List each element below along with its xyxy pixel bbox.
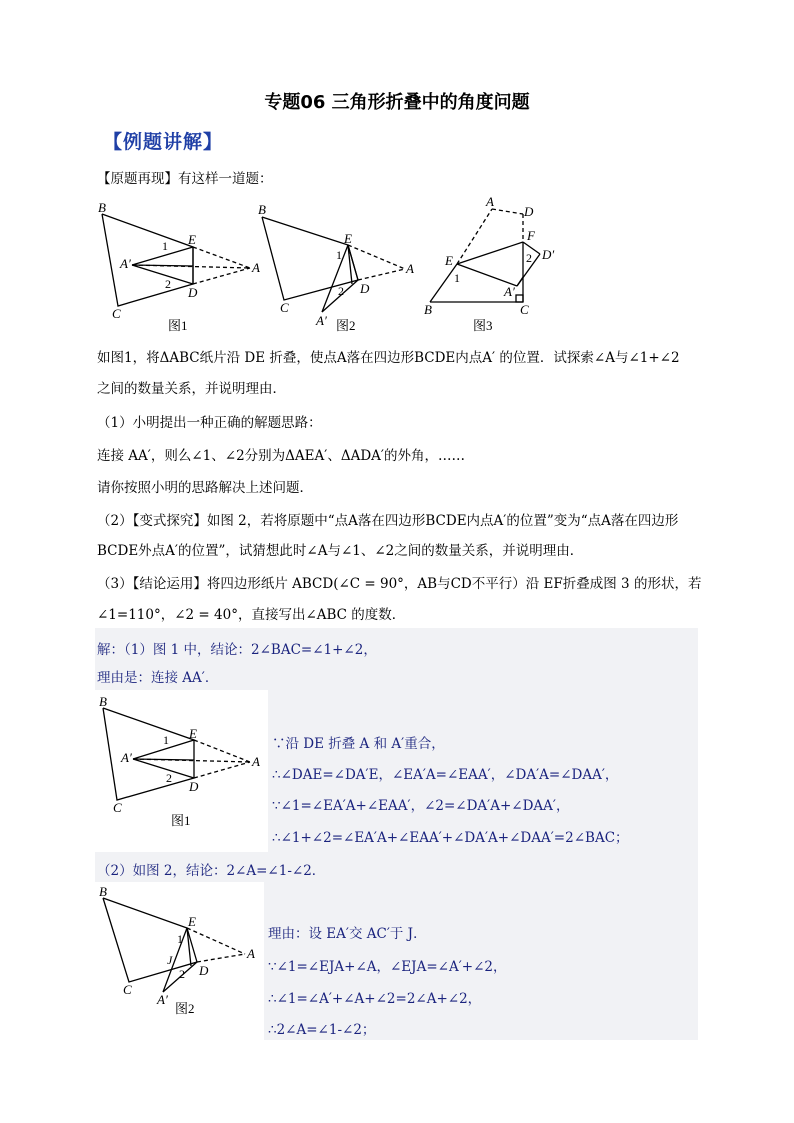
solution-figure-1	[95, 692, 267, 842]
fig3-label-D: D	[524, 204, 534, 219]
sfig1-label-B: B	[99, 694, 107, 709]
fig3-label-F: F	[527, 228, 535, 243]
fig3-caption: 图3	[473, 318, 493, 333]
fig3-label-E: E	[445, 253, 453, 268]
fig3-label-A: A	[486, 194, 494, 209]
sfig2-label-Aprime: A′	[157, 992, 168, 1007]
solution-line-9: ∵∠1=∠EJA+∠A，∠EJA=∠A′+∠2，	[268, 959, 507, 975]
fig2-label-D: D	[360, 281, 370, 296]
fig1-label-1: 1	[162, 239, 168, 253]
sfig2-label-E: E	[188, 914, 196, 929]
sfig1-label-E: E	[189, 726, 197, 741]
q2-line-1: （2）【变式探究】如图 2，若将原题中“点A落在四边形BCDE内点A′的位置”变为“点A落在四边形	[97, 513, 679, 529]
fig2-label-C: C	[280, 300, 289, 315]
fig3-label-2: 2	[526, 251, 532, 265]
sfig2-label-J: J	[167, 953, 173, 967]
solution-line-8: 理由：设 EA′交 AC′于 J．	[268, 926, 427, 942]
sfig2-caption: 图2	[175, 1001, 195, 1016]
fig1-label-C: C	[112, 306, 121, 321]
fig3-label-Dprime: D′	[542, 247, 555, 262]
problem-line-1: 如图1，将ΔABC纸片沿 DE 折叠，使点A落在四边形BCDE内点A′ 的位置．试探索∠A与∠1+∠2	[97, 350, 680, 366]
q1-line-3: 请你按照小明的思路解决上述问题．	[97, 480, 313, 496]
fig2-label-B: B	[258, 202, 266, 217]
sfig2-label-C: C	[123, 982, 132, 997]
top-figures	[90, 192, 570, 342]
solution-line-5: ∵∠1=∠EA′A+∠EAA′，∠2=∠DA′A+∠DAA′，	[272, 798, 570, 814]
fig1-label-2: 2	[165, 277, 171, 291]
sfig2-label-D: D	[199, 963, 209, 978]
sfig2-label-B: B	[99, 886, 107, 899]
q1-line-1: （1）小明提出一种正确的解题思路：	[97, 415, 322, 431]
fig1-label-E: E	[188, 232, 196, 247]
sfig1-label-A: A	[252, 754, 260, 769]
solution-line-10: ∴∠1=∠A′+∠A+∠2=2∠A+∠2，	[268, 991, 482, 1007]
sfig1-label-D: D	[189, 779, 199, 794]
solution-line-11: ∴2∠A=∠1-∠2；	[268, 1022, 376, 1038]
solution-line-6: ∴∠1+∠2=∠EA′A+∠EAA′+∠DA′A+∠DAA′=2∠BAC；	[272, 830, 629, 846]
solution-line-7: （2）如图 2，结论：2∠A=∠1-∠2．	[97, 863, 326, 879]
q3-line-1: （3）【结论运用】将四边形纸片 ABCD(∠C = 90°，AB与CD不平行）沿 EF折叠成图 3 的形状，若	[97, 576, 702, 592]
fig3-label-Aprime: A′	[504, 284, 515, 299]
fig2-label-A: A	[406, 261, 414, 276]
fig1-label-D: D	[188, 285, 198, 300]
solution-line-3: ∵沿 DE 折叠 A 和 A′重合，	[272, 736, 445, 752]
sfig2-label-A: A	[247, 946, 255, 961]
sfig1-caption: 图1	[171, 813, 191, 828]
fig3-label-B: B	[424, 302, 432, 317]
page-title: 专题06 三角形折叠中的角度问题	[264, 92, 530, 113]
fig1-label-B: B	[98, 200, 106, 215]
fig3-label-1: 1	[454, 271, 460, 285]
intro-text: 【原题再现】有这样一道题：	[97, 171, 273, 187]
fig2-label-Aprime: A′	[316, 313, 327, 328]
problem-line-2: 之间的数量关系，并说明理由．	[97, 381, 286, 397]
sfig1-label-C: C	[113, 800, 122, 815]
sfig2-label-2: 2	[179, 967, 185, 981]
q2-line-2: BCDE外点A′的位置”，试猜想此时∠A与∠1、∠2之间的数量关系，并说明理由．	[97, 543, 584, 559]
solution-figure-2	[95, 886, 265, 1021]
fig1-caption: 图1	[168, 318, 188, 333]
sfig2-label-1: 1	[177, 932, 183, 946]
section-heading: 【例题讲解】	[103, 131, 224, 153]
solution-line-1: 解：（1）图 1 中，结论：2∠BAC=∠1+∠2，	[97, 642, 377, 658]
solution-line-2: 理由是：连接 AA′．	[97, 670, 219, 686]
figure-2	[262, 217, 405, 312]
fig1-label-Aprime: A′	[120, 256, 131, 271]
q3-line-2: ∠1=110°，∠2 = 40°，直接写出∠ABC 的度数．	[97, 607, 406, 623]
fig2-label-1: 1	[336, 248, 342, 262]
sfig1-label-Aprime: A′	[121, 750, 132, 765]
sfig1-label-1: 1	[163, 733, 169, 747]
fig2-label-E: E	[344, 231, 352, 246]
fig3-label-C: C	[520, 302, 529, 317]
sfig1-label-2: 2	[166, 771, 172, 785]
fig1-label-A: A	[252, 260, 260, 275]
fig2-caption: 图2	[336, 318, 356, 333]
q1-line-2: 连接 AA′，则么∠1、∠2分别为ΔAEA′、ΔADA′的外角，……	[97, 448, 465, 464]
fig2-label-2: 2	[338, 284, 344, 298]
solution-line-4: ∴∠DAE=∠DA′E，∠EA′A=∠EAA′，∠DA′A=∠DAA′，	[272, 767, 619, 783]
